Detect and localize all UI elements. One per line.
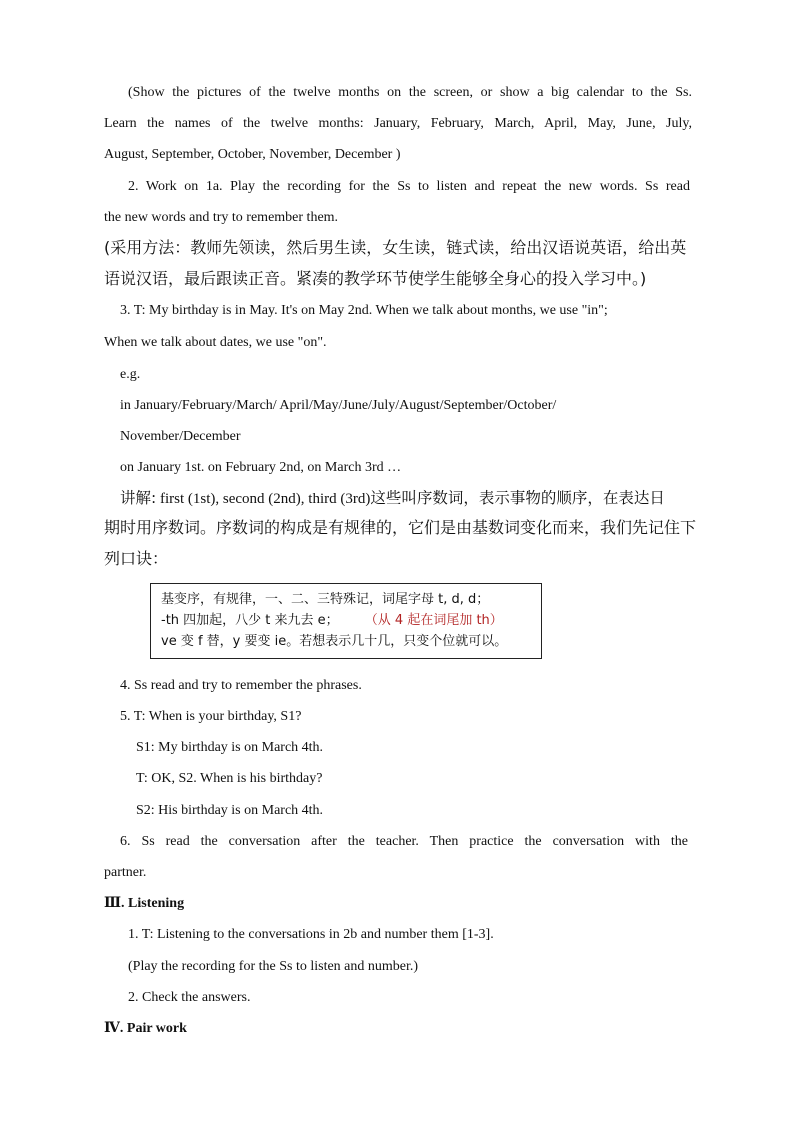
rhyme-line bbox=[161, 612, 503, 630]
dialogue-line: S2: His birthday is on March 4th. bbox=[136, 803, 324, 818]
rhyme-line: 基变序，有规律，一、二、三特殊记，词尾字母 t, d, d； bbox=[161, 592, 490, 607]
explanation-label: 讲解: bbox=[120, 489, 157, 507]
chinese-note-line: 语说汉语，最后跟读正音。紧凑的教学环节使学生能够全身心的投入学习中。) bbox=[104, 269, 647, 288]
paragraph-line: 2. Check the answers. bbox=[128, 990, 251, 1005]
rhyme-note: （从 4 起在词尾加 th） bbox=[364, 613, 503, 628]
explanation-line bbox=[120, 489, 690, 508]
ordinal-examples: first (1st), second (2nd), third (3rd) bbox=[156, 491, 371, 507]
example-label: e.g. bbox=[120, 367, 141, 382]
example-line: November/December bbox=[120, 429, 241, 444]
paragraph-line: 2. Work on 1a. Play the recording for the Ss to listen and repeat the new words. Ss read bbox=[128, 179, 690, 194]
section-heading-listening: Ⅲ. Listening bbox=[104, 896, 185, 911]
paragraph-line: August, September, October, November, December ) bbox=[104, 147, 401, 162]
chinese-note-line: (采用方法：教师先领读，然后男生读，女生读，链式读，给出汉语说英语，给出英 bbox=[104, 238, 687, 257]
dialogue-line: S1: My birthday is on March 4th. bbox=[136, 740, 324, 755]
paragraph-line: 5. T: When is your birthday, S1? bbox=[120, 709, 302, 724]
paragraph-line: (Show the pictures of the twelve months on the screen, or show a big calendar to the Ss. bbox=[128, 85, 692, 100]
rhyme-box bbox=[150, 583, 542, 659]
explanation-line: 期时用序数词。序数词的构成是有规律的，它们是由基数词变化而来，我们先记住下 bbox=[104, 518, 697, 537]
paragraph-line: When we talk about dates, we use "on". bbox=[104, 335, 327, 350]
paragraph-line: 1. T: Listening to the conversations in 2b and number them [1-3]. bbox=[128, 927, 494, 942]
dialogue-line: T: OK, S2. When is his birthday? bbox=[136, 771, 323, 786]
rhyme-line: ve 变 f 替，y 要变 ie。若想表示几十几，只变个位就可以。 bbox=[161, 634, 508, 649]
paragraph-line: 6. Ss read the conversation after the teacher. Then practice the conversation with the bbox=[120, 834, 688, 849]
explanation-line: 列口诀： bbox=[104, 549, 169, 568]
paragraph-line: 4. Ss read and try to remember the phrases. bbox=[120, 678, 362, 693]
paragraph-line: Learn the names of the twelve months: January, February, March, April, May, June, July, bbox=[104, 116, 692, 131]
paragraph-line: partner. bbox=[104, 865, 147, 880]
paragraph-line: (Play the recording for the Ss to listen and number.) bbox=[128, 959, 419, 974]
paragraph-line: 3. T: My birthday is in May. It's on May 2nd. When we talk about months, we use "in"; bbox=[120, 303, 608, 318]
paragraph-line: the new words and try to remember them. bbox=[104, 210, 339, 225]
example-line: in January/February/March/ April/May/June/July/August/September/October/ bbox=[120, 398, 557, 413]
example-line: on January 1st. on February 2nd, on March 3rd … bbox=[120, 460, 402, 475]
rhyme-text: -th 四加起，八少 t 来九去 e； bbox=[161, 613, 339, 628]
explanation-text: 这些叫序数词，表示事物的顺序，在表达日 bbox=[370, 489, 665, 507]
section-heading-pair-work: Ⅳ. Pair work bbox=[104, 1021, 187, 1036]
